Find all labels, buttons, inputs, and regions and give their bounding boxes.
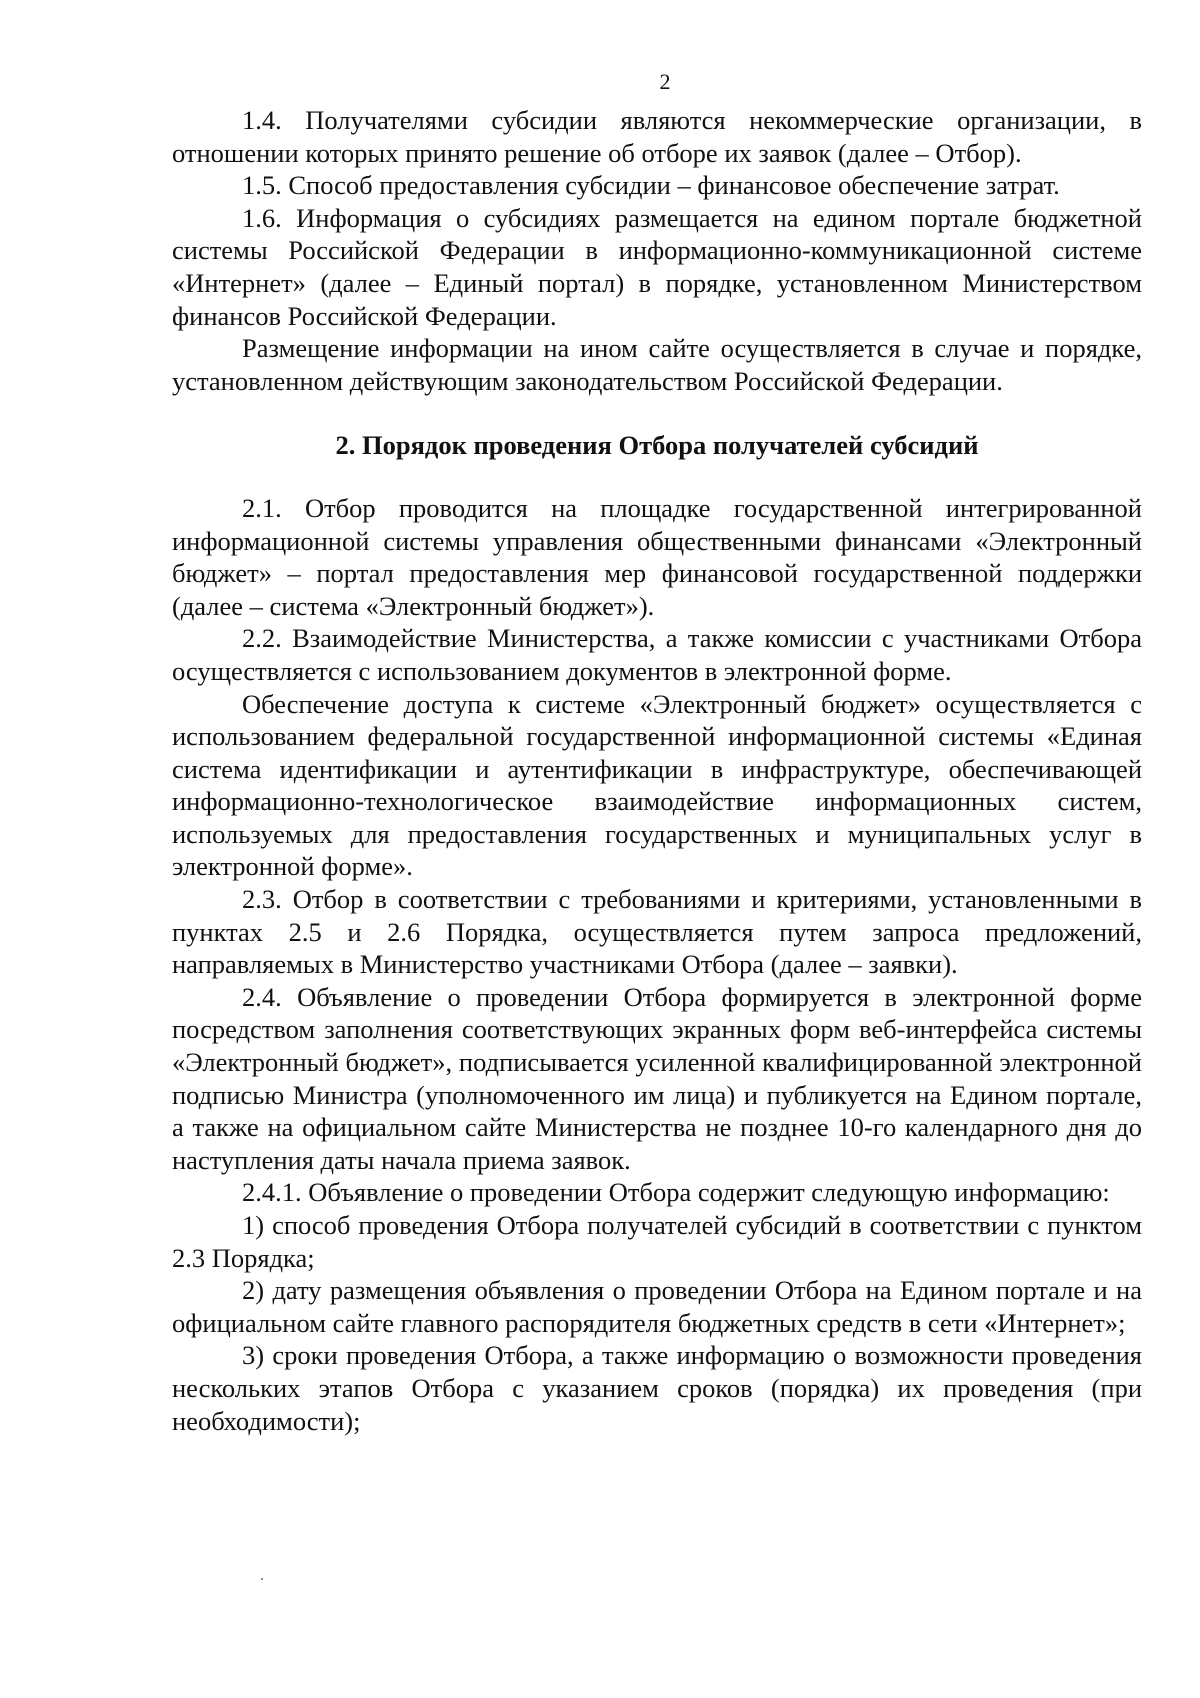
paragraph-2-1: 2.1. Отбор проводится на площадке государственной интегрированной информационной системы управления общественными финансами «Электронный бюджет» – портал предоставления мер финансовой государственной поддержки (далее – система «Электронный бюджет»).: [172, 492, 1142, 621]
page-number: 2: [659, 69, 671, 94]
paragraph-access: Обеспечение доступа к системе «Электронный бюджет» осуществляется с использованием федеральной государственной информационной системы «Единая система идентификации и аутентификации в инфраструктуре, обеспечивающей информационно-технологическое взаимодействие информационных систем, используемых для предоставления государственных и муниципальных услуг в электронной форме».: [172, 688, 1142, 882]
paragraph-other-site: Размещение информации на ином сайте осуществляется в случае и порядке, установленном действующим законодательством Российской Федерации.: [172, 333, 1142, 396]
list-item-2: 2) дату размещения объявления о проведении Отбора на Едином портале и на официальном сайте главного распорядителя бюджетных средств в сети «Интернет»;: [172, 1275, 1142, 1338]
paragraph-2-2: 2.2. Взаимодействие Министерства, а также комиссии с участниками Отбора осуществляется с использованием документов в электронной форме.: [172, 623, 1142, 686]
paragraph-1-6: 1.6. Информация о субсидиях размещается на едином портале бюджетной системы Российской Федерации в информационно-коммуникационной системе «Интернет» (далее – Единый портал) в порядке, установленном Министерством финансов Российской Федерации.: [172, 202, 1142, 331]
section-heading: 2. Порядок проведения Отбора получателей субсидий: [335, 430, 979, 461]
paragraph-1-5: 1.5. Способ предоставления субсидии – финансовое обеспечение затрат.: [242, 170, 1060, 201]
list-item-1: 1) способ проведения Отбора получателей субсидий в соответствии с пунктом 2.3 Порядка;: [172, 1210, 1142, 1273]
scan-artifact-dot: [261, 1578, 263, 1580]
list-item-3: 3) сроки проведения Отбора, а также информацию о возможности проведения нескольких этапов Отбора с указанием сроков (порядка) их проведения (при необходимости);: [172, 1340, 1142, 1436]
paragraph-2-4-1: 2.4.1. Объявление о проведении Отбора содержит следующую информацию:: [242, 1177, 1110, 1208]
paragraph-2-3: 2.3. Отбор в соответствии с требованиями и критериями, установленными в пунктах 2.5 и 2.6 Порядка, осуществляется путем запроса предложений, направляемых в Министерство участниками Отбора (далее – заявки).: [172, 884, 1142, 980]
paragraph-2-4: 2.4. Объявление о проведении Отбора формируется в электронной форме посредством заполнения соответствующих экранных форм веб-интерфейса системы «Электронный бюджет», подписывается усиленной квалифицированной электронной подписью Министра (уполномоченного им лица) и публикуется на Едином портале, а также на официальном сайте Министерства не позднее 10-го календарного дня до наступления даты начала приема заявок.: [172, 981, 1142, 1175]
paragraph-1-4: 1.4. Получателями субсидии являются некоммерческие организации, в отношении которых принято решение об отборе их заявок (далее – Отбор).: [172, 105, 1142, 168]
document-page: [172, 70, 1142, 1437]
